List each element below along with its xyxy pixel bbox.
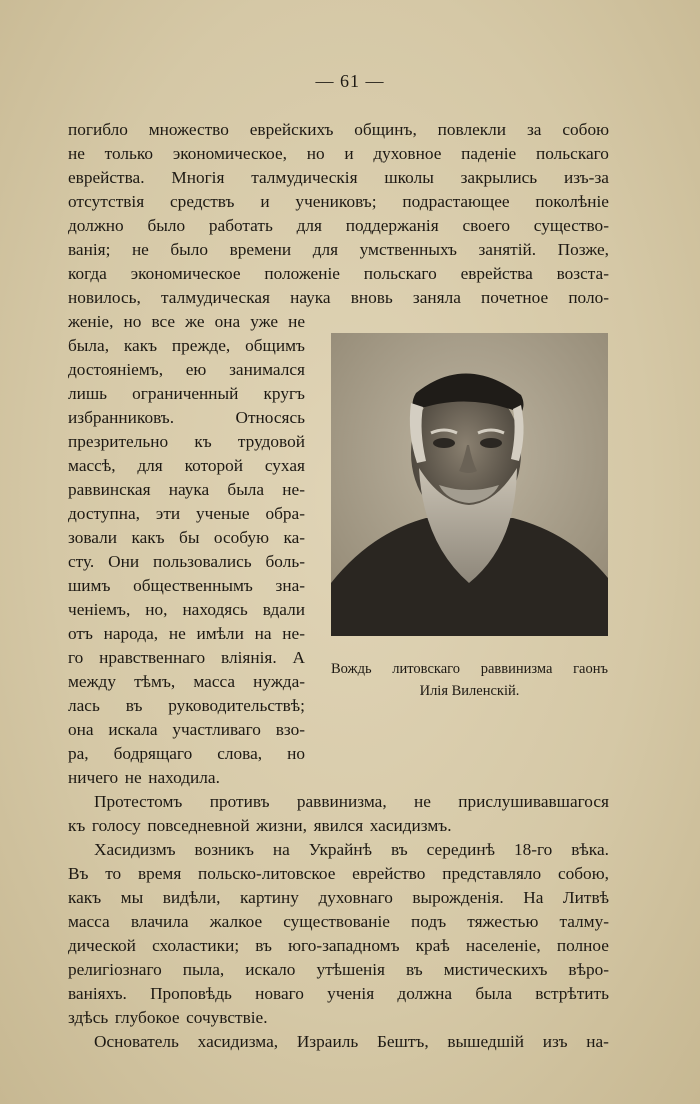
text-line [94,790,609,814]
word: работать [208,216,273,235]
word: лась [68,696,100,715]
word: лишь [68,384,108,403]
word: имѣли [196,624,244,643]
text-line [68,526,305,550]
word: боль- [265,552,305,571]
word: вышедшій [447,1032,525,1051]
word: на [254,624,272,643]
word: время [137,864,182,883]
text-line [68,310,305,334]
word: какъ [131,528,165,547]
word: трудовой [237,432,305,451]
word: же [185,312,205,331]
word: ею [185,360,207,379]
word: народа, [103,624,159,643]
word: отъ [68,624,93,643]
text-line [94,1030,609,1054]
text-line [68,814,609,838]
word: новаго [255,984,304,1003]
word: нравственнаго [99,648,206,667]
word: учениковъ; [295,192,377,211]
word: шимъ [68,576,111,595]
word: еврейство [352,864,426,883]
text-line [68,334,305,358]
word: была [227,480,265,499]
text-line [68,718,305,742]
text-line [68,862,609,886]
word: еврейства [460,264,533,283]
word: полное [556,936,609,955]
word: она [68,720,94,739]
word: участливаго [172,720,261,739]
word: занимался [229,360,305,379]
word: хасидизма, [197,1032,279,1051]
word: собою, [557,864,609,883]
word: возникъ [194,840,254,859]
word: доступна, [68,504,140,523]
word: повлекли [437,120,507,139]
word: тяжестью [467,912,539,931]
word: закрылись [460,168,538,187]
text-line [68,1006,609,1030]
word: но, [145,600,168,619]
word: занятій. [478,240,537,259]
word: польскаго [535,144,609,163]
text-line [68,574,305,598]
word: Хасидизмъ [94,840,176,859]
word: для [137,456,163,475]
word: пользовались [152,552,252,571]
word: поколѣніе [535,192,609,211]
word: поло- [568,288,609,307]
word: польскаго [363,264,437,283]
word: подрастающее [402,192,510,211]
word: тѣмъ, [134,672,176,691]
word: кругъ [263,384,305,403]
word: Проповѣдь [150,984,232,1003]
word: Въ [68,864,89,883]
word: польско-литовское [198,864,336,883]
text-line [68,430,305,454]
word: ограниченный [132,384,239,403]
word: женіе, [68,312,114,331]
word: сухая [264,456,305,475]
word: еврейскихъ [249,120,334,139]
text-line [68,694,305,718]
word: на- [586,1032,609,1051]
text-line [68,646,305,670]
word: наука [290,288,331,307]
word: ка- [283,528,305,547]
word: вліянія. [221,648,277,667]
word: бодрящаго [113,744,193,763]
word: экономическое [130,264,241,283]
word: прислушивавшагося [458,792,609,811]
word: положеніе [264,264,340,283]
word: видѣли, [162,888,221,907]
text-line [68,982,609,1006]
word: новилось, [68,288,141,307]
text-line [68,238,609,262]
word: экономическое, [172,144,287,163]
word: жалкое [209,912,263,931]
word: собою [562,120,609,139]
text-line [68,742,305,766]
word: избранниковъ. [68,408,175,427]
word: которой [184,456,244,475]
word: талму- [559,912,609,931]
text-line [68,214,609,238]
word: для [312,240,339,259]
text-line [68,766,305,790]
word: бы [179,528,200,547]
word: Бештъ, [376,1032,429,1051]
word: но [123,312,142,331]
word: какъ [68,888,102,907]
word: множество [148,120,229,139]
text-line [68,478,305,502]
word: явился [313,816,364,835]
text-line [68,598,305,622]
word: слова, [217,744,263,763]
text-line [68,262,609,286]
word: особую [213,528,269,547]
word: въ [255,936,272,955]
word: вдали [262,600,305,619]
text-line [68,382,305,406]
text-line [68,166,609,190]
word: не [288,312,305,331]
word: существованіе [283,912,390,931]
word: но [306,144,325,163]
word: общественнымъ [133,576,253,595]
word: голосу [91,816,141,835]
word: достояніемъ, [68,360,164,379]
word: вѣка. [571,840,609,859]
word: она [214,312,241,331]
text-line [68,958,609,982]
word: но [287,744,305,763]
word: ченіемъ, [68,600,131,619]
word: Украйнѣ [308,840,373,859]
word: краѣ [415,936,450,955]
word: го [68,648,84,667]
text-line [68,910,609,934]
word: талмудическая [161,288,270,307]
word: школы [384,168,434,187]
word: вырожденія. [412,888,504,907]
word: ничего [68,768,119,787]
word: не [131,240,149,259]
portrait-image [331,333,608,636]
word: къ [68,816,86,835]
word: руководительствѣ; [168,696,305,715]
word: духовнаго [318,888,393,907]
word: Протестомъ [94,792,183,811]
word: представляло [442,864,542,883]
word: ванія; [68,240,111,259]
word: только [104,144,154,163]
text-line [68,190,609,214]
figure-caption: Вождь литовскаго раввинизма гаонъ [331,661,608,677]
word: мистическихъ [443,960,548,979]
word: вновь [350,288,393,307]
word: хасидизмъ. [369,816,452,835]
word: глубокое [114,1008,180,1027]
word: мы [120,888,144,907]
word: между [68,672,116,691]
word: Литвѣ [562,888,609,907]
word: погибло [68,120,128,139]
word: взо- [275,720,305,739]
word: было [170,240,209,259]
text-line [68,886,609,910]
word: изъ [542,1032,568,1051]
word: умственныхъ [359,240,457,259]
word: и [344,144,354,163]
word: Позже, [557,240,609,259]
word: какъ [123,336,158,355]
word: не- [282,624,305,643]
text-line [68,118,609,142]
word: въ [406,960,423,979]
word: юго-западномъ [288,936,400,955]
word: массѣ, [68,456,116,475]
word: времени [229,240,292,259]
word: Они [108,552,140,571]
word: масса [68,912,110,931]
word: когда [68,264,107,283]
word: существо- [533,216,609,235]
word: ра, [68,744,89,763]
word: въ [125,696,143,715]
word: отсутствія [68,192,145,211]
word: презрительно [68,432,169,451]
word: жизни, [256,816,308,835]
word: было [147,216,186,235]
word: то [105,864,122,883]
word: возста- [556,264,609,283]
word: еврейства. [68,168,145,187]
text-line [68,550,305,574]
page-number: — 61 — [315,71,385,91]
word: дической [68,936,136,955]
word: своего [462,216,511,235]
word: искала [108,720,158,739]
word: пыла, [182,960,225,979]
word: общинъ, [354,120,417,139]
word: прежде, [171,336,231,355]
word: встрѣтить [535,984,609,1003]
word: зна- [275,576,305,595]
word: почетное [481,288,549,307]
word: раввинизма, [296,792,387,811]
word: не- [282,480,305,499]
text-line [68,670,305,694]
word: была [475,984,513,1003]
word: влачила [130,912,189,931]
word: повседневной [147,816,250,835]
word: не [414,792,431,811]
word: и [260,192,270,211]
word: паденіе [461,144,517,163]
word: все [151,312,176,331]
text-line [68,502,305,526]
word: искало [245,960,296,979]
word: заняла [412,288,461,307]
word: утѣшенія [316,960,385,979]
word: не [124,768,142,787]
text-line [68,286,609,310]
word: на [272,840,290,859]
figure-caption: Илія Виленскій. [419,683,520,699]
word: обра- [265,504,305,523]
word: находясь [182,600,248,619]
word: въ [391,840,408,859]
word: находила. [148,768,220,787]
word: зовали [68,528,117,547]
word: должна [397,984,453,1003]
word: масса [193,672,236,691]
word: поддержанія [345,216,439,235]
word: духовное [373,144,442,163]
word: Относясь [235,408,305,427]
word: уже [250,312,279,331]
word: сочувствіе. [186,1008,268,1027]
word: А [292,648,305,667]
word: религіознаго [68,960,162,979]
word: талмудическія [251,168,358,187]
word: Основатель [94,1032,179,1051]
word: схоластики; [152,936,240,955]
text-line [94,838,609,862]
word: ваніяхъ. [68,984,127,1003]
word: общимъ [245,336,305,355]
text-line [68,934,609,958]
word: здѣсь [68,1008,109,1027]
word: изъ-за [563,168,609,187]
word: подъ [411,912,447,931]
word: противъ [209,792,270,811]
text-line [68,358,305,382]
text-line [68,622,305,646]
word: нуждa- [253,672,305,691]
word: населеніе, [465,936,541,955]
word: должно [68,216,124,235]
word: На [523,888,544,907]
word: наука [168,480,210,499]
word: ученія [327,984,375,1003]
word: вѣро- [568,960,609,979]
word: для [296,216,322,235]
word: ученые [196,504,250,523]
word: 18-го [513,840,553,859]
text-line [68,142,609,166]
word: Израиль [296,1032,359,1051]
text-line [68,454,305,478]
text-line [68,406,305,430]
word: за [526,120,542,139]
word: не [168,624,186,643]
word: къ [194,432,212,451]
word: эти [155,504,181,523]
word: средствъ [170,192,235,211]
word: серединѣ [426,840,495,859]
word: сту. [68,552,95,571]
word: раввинская [68,480,151,499]
word: была, [68,336,110,355]
word: Многія [171,168,225,187]
word: картину [240,888,299,907]
word: не [68,144,85,163]
